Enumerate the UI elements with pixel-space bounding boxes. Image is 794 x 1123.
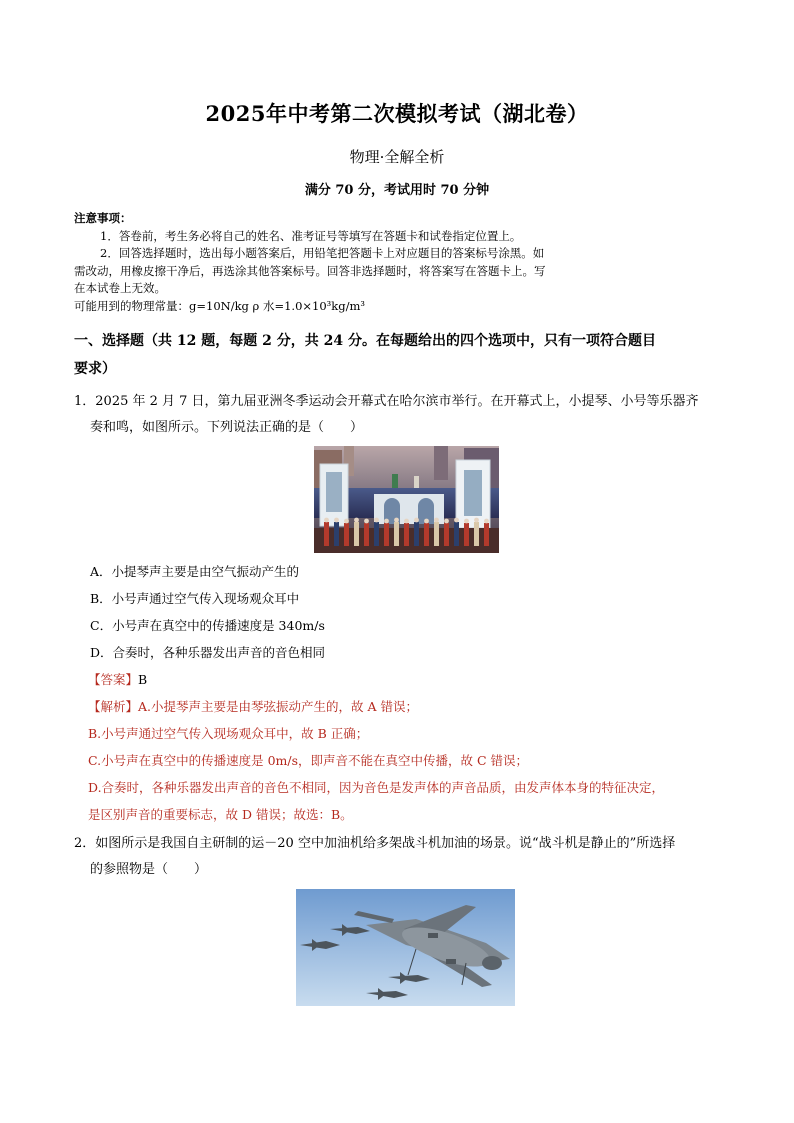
question-1-option-b: B．小号声通过空气传入现场观众耳中 — [90, 591, 300, 606]
analysis-line: B.小号声通过空气传入现场观众耳中，故 B 正确； — [88, 726, 369, 741]
section-heading-line: 一、选择题（共 12 题，每题 2 分，共 24 分。在每题给出的四个选项中，只有一项符合题目 — [74, 333, 656, 349]
question-2-stem — [74, 831, 724, 883]
question-1-line: 1．2025 年 2 月 7 日，第九届亚洲冬季运动会开幕式在哈尔滨市举行。在开幕式上，小提琴、小号等乐器齐 — [74, 394, 699, 409]
notice-item: 在本试卷上无效。 — [74, 281, 166, 295]
answer-value: B — [138, 672, 148, 687]
notice-item: 需改动，用橡皮擦干净后，再选涂其他答案标号。回答非选择题时，将答案写在答题卡上。写 — [74, 263, 546, 278]
notice-item: 1．答卷前，考生务必将自己的姓名、准考证号等填写在答题卡和试卷指定位置上。 — [100, 228, 522, 243]
analysis-label: 【解析】 — [88, 699, 139, 714]
score-line: 满分 70 分，考试用时 70 分钟 — [304, 183, 490, 198]
question-2-line: 2．如图所示是我国自主研制的运－20 空中加油机给多架战斗机加油的场景。说“战斗机是静止的”所选择 — [74, 836, 676, 851]
question-2-figure — [296, 889, 515, 1006]
analysis-line: C.小号声在真空中的传播速度是 0m/s，即声音不能在真空中传播，故 C 错误； — [88, 753, 529, 768]
notice-heading: 注意事项： — [74, 211, 132, 225]
question-1-answer — [88, 666, 728, 693]
notice-constants: 可能用到的物理常量：g=10N/kg ρ 水=1.0×10³kg/m³ — [74, 298, 365, 313]
question-1-option-d: D．合奏时，各种乐器发出声音的音色相同 — [90, 645, 326, 660]
analysis-line: A.小提琴声主要是由琴弦振动产生的，故 A 错误； — [138, 699, 418, 714]
question-2-line: 的参照物是（ ） — [90, 862, 208, 877]
question-1-option-c: C．小号声在真空中的传播速度是 340m/s — [90, 618, 325, 633]
page-title: 2025年中考第二次模拟考试（湖北卷） — [205, 101, 589, 126]
question-1-line: 奏和鸣，如图所示。下列说法正确的是（ ） — [90, 420, 364, 435]
analysis-line: 是区别声音的重要标志，故 D 错误；故选：B。 — [88, 807, 353, 822]
answer-label: 【答案】 — [88, 672, 139, 687]
analysis-line: D.合奏时，各种乐器发出声音的音色不相同，因为音色是发声体的声音品质，由发声体本身的特征决定， — [88, 780, 665, 795]
section-heading — [74, 327, 722, 383]
ceremony-image — [314, 446, 499, 553]
question-1-analysis — [88, 693, 728, 828]
notice-item: 2．回答选择题时，选出每小题答案后，用铅笔把答题卡上对应题目的答案标号涂黑。如 — [100, 246, 545, 260]
section-heading-line: 要求） — [74, 361, 116, 377]
question-1-stem — [74, 389, 724, 441]
question-1-option-a: A．小提琴声主要是由空气振动产生的 — [90, 564, 300, 579]
question-1-figure — [314, 446, 499, 553]
notice-block — [74, 210, 724, 315]
page-subtitle: 物理·全解全析 — [349, 148, 445, 166]
aerial-refueling-image — [296, 889, 515, 1006]
